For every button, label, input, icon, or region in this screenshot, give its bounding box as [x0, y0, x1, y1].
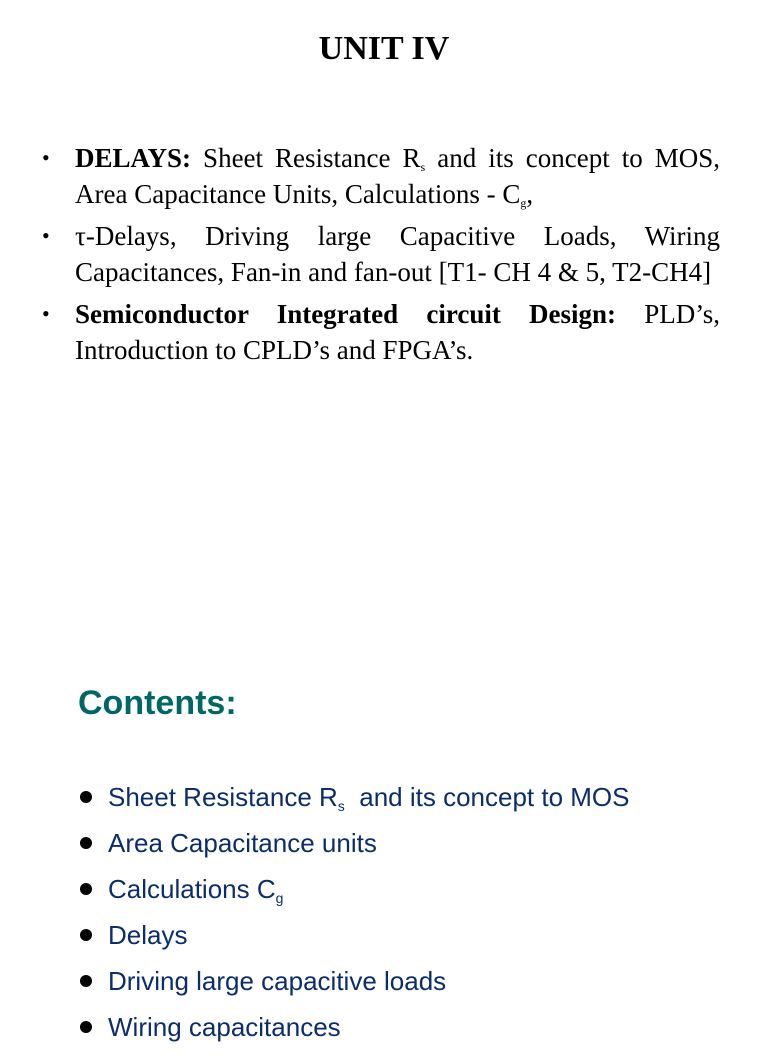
list-item: [78, 918, 630, 964]
list-item: [78, 1010, 630, 1056]
list-item-text: Calculations C: [108, 874, 276, 904]
bullet-icon: [80, 883, 92, 895]
subscript: s: [337, 798, 345, 814]
subscript: s: [420, 160, 426, 174]
bullet-icon: [80, 975, 92, 987]
bullet-icon: •: [42, 223, 50, 248]
list-item-text: Delays: [108, 920, 188, 950]
slide-contents: [0, 660, 768, 1042]
syllabus-item-text: τ-Delays, Driving large Capacitive Loads, Wiring Capacitances, Fan-in and fan-out [T1- CH 4 & 5, T2-CH4]: [75, 221, 720, 287]
list-item-text: Area Capacitance units: [108, 828, 377, 858]
syllabus-item-text: and its concept to MOS, Area Capacitance Units, Calculations - C: [75, 143, 720, 209]
list-item-text: Sheet Resistance R: [108, 782, 338, 812]
syllabus-item-heading: Semiconductor Integrated circuit Design:: [75, 299, 617, 329]
syllabus-item-text: ,: [526, 179, 534, 209]
bullet-icon: [80, 1021, 92, 1033]
list-item: [78, 964, 630, 1010]
syllabus-item-semiconductor: [40, 296, 720, 368]
list-item: [78, 826, 630, 872]
list-item-text: Wiring capacitances: [108, 1012, 341, 1042]
list-item-text: and its concept to MOS: [344, 782, 630, 812]
syllabus-item-text: Sheet Resistance R: [191, 143, 421, 173]
bullet-icon: [80, 929, 92, 941]
subscript: g: [520, 196, 527, 210]
bullet-icon: •: [42, 145, 50, 170]
syllabus-item-text: PLD’s, Introduction to CPLD’s and FPGA’s.: [75, 299, 720, 365]
subscript: g: [275, 890, 284, 906]
unit-title: UNIT IV: [318, 30, 450, 67]
bullet-icon: [80, 837, 92, 849]
bullet-icon: [80, 791, 92, 803]
contents-title: Contents:: [78, 684, 237, 722]
list-item-text: Driving large capacitive loads: [108, 966, 447, 996]
syllabus-item-delays: [40, 140, 720, 212]
syllabus-item-heading: DELAYS:: [75, 143, 192, 173]
list-item: [78, 872, 630, 918]
list-item: [78, 780, 630, 826]
syllabus-list: [40, 140, 720, 374]
contents-list: [78, 780, 630, 1056]
bullet-icon: •: [42, 301, 50, 326]
syllabus-item-tau-delays: [40, 218, 720, 290]
